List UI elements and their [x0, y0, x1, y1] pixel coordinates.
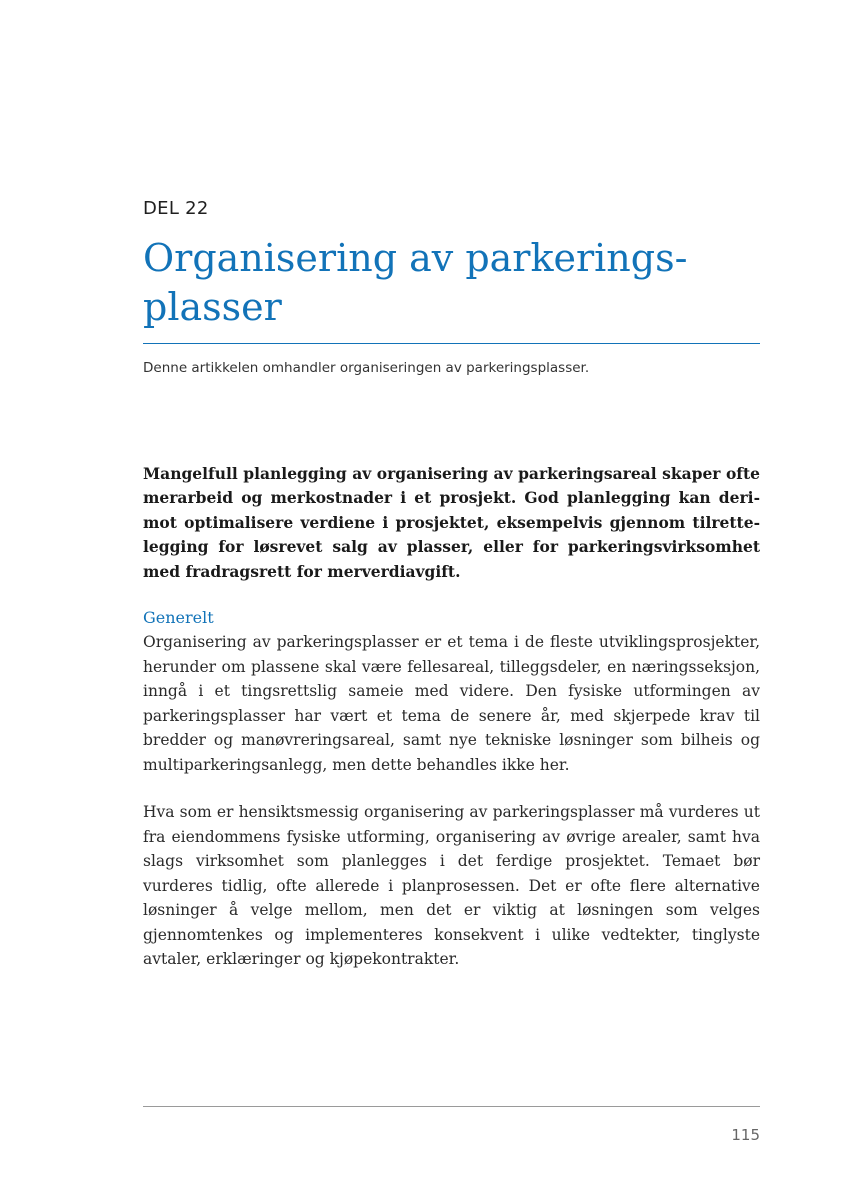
body-paragraph: Hva som er hensiktsmessig organisering av parkeringsplasser må vurderes ut fra eiendommens fysiske utforming, organisering av øvrige arealer, samt hva slags virksomhet som planlegges i det ferdige prosjektet. Temaet bør vurderes tidlig, ofte allerede i planprosessen. Det er ofte flere alternative løsninger å velge mellom, men det er viktig at løsningen som velges gjennomtenkes og implementeres konsekvent i ulike vedtekter, tinglyste avtaler, erklæringer og kjøpekontrakter.	[143, 803, 760, 968]
document-page	[143, 0, 760, 1200]
chapter-lead: Denne artikkelen omhandler organiseringen av parkeringsplasser.	[143, 360, 590, 376]
page-number: 115	[731, 1126, 760, 1144]
chapter-title-text: Organisering av parkerings- plasser	[143, 236, 688, 329]
part-label: DEL 22	[143, 198, 209, 219]
title-divider	[143, 343, 760, 344]
ingress-paragraph: Mangelfull planlegging av organisering av parkeringsareal skaper ofte merarbeid og merkostnader i et prosjekt. God planlegging kan derimot optimalisere verdiene i prosjektet, eksempelvis gjennom tilrettelegging for løsrevet salg av plasser, eller for parkeringsvirksomhet med fradragsrett for merverdiavgift.	[143, 464, 760, 581]
chapter-title	[143, 234, 760, 332]
section-heading: Generelt	[143, 608, 214, 627]
footer-divider	[143, 1106, 760, 1107]
body-paragraph: Organisering av parkeringsplasser er et tema i de fleste utviklingsprosjekter, herunder om plassene skal være fellesareal, tilleggsdeler, en næringsseksjon, inngå i et tingsrettslig sameie med videre. Den fysiske utformingen av parkeringsplasser har vært et tema de senere år, med skjerpede krav til bredder og manøvreringsareal, samt nye tekniske løsninger som bilheis og multiparkeringsanlegg, men dette behandles ikke her.	[143, 633, 760, 774]
